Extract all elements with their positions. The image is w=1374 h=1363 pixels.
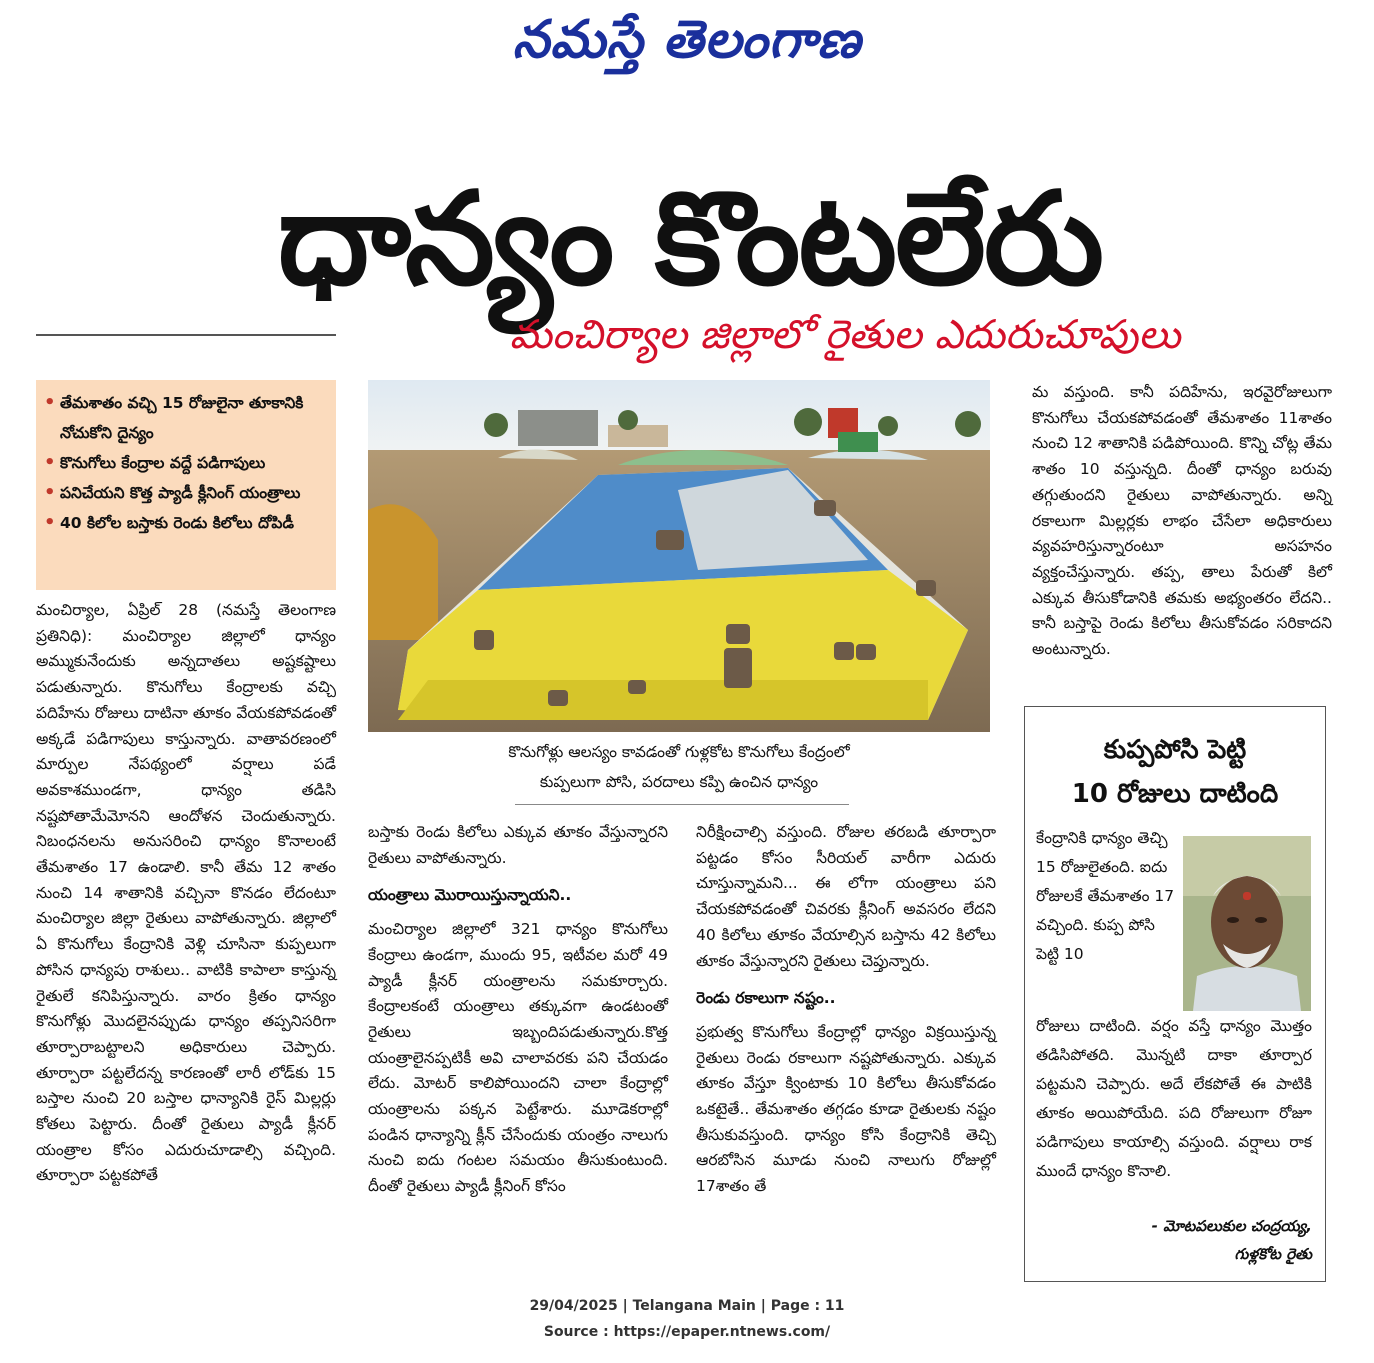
sidebar-signature — [1036, 1212, 1312, 1268]
masthead-logo: నమస్తే తెలంగాణ — [512, 10, 862, 70]
quote-author: - మోటపలుకుల చంద్రయ్య, — [1151, 1217, 1312, 1235]
farmer-portrait — [1183, 836, 1311, 1011]
bullet-icon: • — [44, 392, 56, 413]
highlight-text: కొనుగోలు కేంద్రాల వద్దే పడిగాపులు — [60, 454, 266, 472]
article-column-4 — [1032, 380, 1332, 700]
photo-caption — [368, 737, 990, 801]
article-column-3 — [696, 820, 996, 1260]
farmer-photo — [1183, 836, 1311, 1011]
divider — [515, 804, 849, 805]
highlight-item — [44, 478, 328, 508]
sidebar-title: 10 రోజులు దాటింది — [1071, 779, 1279, 809]
article-column-2 — [368, 820, 668, 1260]
grain-heaps-photo — [368, 380, 990, 732]
article-paragraph: మంచిర్యాల, ఏప్రిల్ 28 (నమస్తే తెలంగాణ ప్రతినిధి): మంచిర్యాల జిల్లాలో ధాన్యం అమ్ముకునేందుకు అన్నదాతలు అష్టకష్టాలు పడుతున్నారు. కొనుగోలు కేంద్రాలకు వచ్చి పదిహేను రోజులు దాటినా తూకం వేయకపోవడంతో అక్కడే పడిగాపులు కాస్తున్నారు. వాతావరణంలో మార్పుల నేపథ్యంలో వర్షాలు పడే అవకాశముండగా, ధాన్యం తడిసి నష్టపోతామేమోనని ఆందోళన చెందుతున్నారు. నిబంధనలను అనుసరించి ధాన్యం కొనాలంటే తేమశాతం 17 ఉండాలి. కానీ తేమ 12 శాతం నుంచి 14 శాతానికి వచ్చినా కొనడం లేదంటూ మంచిర్యాల జిల్లా రైతులు వాపోతున్నారు. జిల్లాలో ఏ కొనుగోలు కేంద్రానికి వెళ్లి చూసినా కుప్పలుగా పోసిన ధాన్యపు రాశులు.. వాటికి కాపాలా కాస్తున్న రైతులే కనిపిస్తున్నారు. వారం క్రితం ధాన్యం కొనుగోళ్లు మొదలైనప్పుడు ధాన్యం తప్పనిసరిగా తూర్పారాబట్టాలని అధికారులు చెప్పారు. తూర్పారా పట్టలేదన్న కారణంతో లారీ లోడ్‌కు 15 బస్తాల నుంచి 20 బస్తాల ధాన్యానికి రైస్ మిల్లర్లు కోతలు పెట్టారు. దీంతో రైతులు ప్యాడీ క్లీనర్ యంత్రాల కోసం ఎదురుచూడాల్సి వచ్చింది. తూర్పారా పట్టకపోతే — [36, 601, 336, 1185]
sidebar-title: కుప్పపోసి పెట్టి — [1103, 735, 1247, 765]
highlight-text: పనిచేయని కొత్త ప్యాడీ క్లీనింగ్ యంత్రాలు — [60, 484, 301, 502]
bullet-icon: • — [44, 452, 56, 473]
caption-line: కుప్పలుగా పోసి, పరదాలు కప్పి ఉంచిన ధాన్యం — [539, 773, 819, 791]
sidebar-quote: కేంద్రానికి ధాన్యం తెచ్చి 15 రోజులైతంది. ఐదు రోజులకే తేమశాతం 17 వచ్చింది. కుప్ప పోసి పెట్టి 10 — [1036, 829, 1175, 963]
article-paragraph: బస్తాకు రెండు కిలోలు ఎక్కువ తూకం వేస్తున్నారని రైతులు వాపోతున్నారు. — [368, 823, 668, 867]
footer-source: Source : https://epaper.ntnews.com/ — [543, 1324, 831, 1340]
highlight-item — [44, 448, 328, 478]
highlight-text: 40 కిలోల బస్తాకు రెండు కిలోలు దోపిడీ — [60, 514, 294, 532]
sidebar-quote: రోజులు దాటింది. వర్షం వస్తే ధాన్యం మొత్తం తడిసిపోతది. మొన్నటి దాకా తూర్పార పట్టమని చెప్పారు. అదే లేకపోతే ఈ పాటికి తూకం అయిపోయేది. పది రోజులుగా రోజూ పడిగాపులు కాయాల్సి వస్తుంది. వర్షాలు రాక ముందే ధాన్యం కొనాలి. — [1036, 1017, 1312, 1180]
section-subheading: యంత్రాలు మొరాయిస్తున్నాయని.. — [368, 886, 572, 905]
highlight-text: తేమశాతం వచ్చి 15 రోజులైనా తూకానికి నోచుకోని దైన్యం — [60, 394, 304, 442]
headline: ధాన్యం కొంటలేరు — [277, 165, 1103, 314]
subheadline: మంచిర్యాల జిల్లాలో రైతుల ఎదురుచూపులు — [509, 312, 1181, 358]
article-paragraph: మంచిర్యాల జిల్లాలో 321 ధాన్యం కొనుగోలు కేంద్రాలు ఉండగా, ముందు 95, ఇటీవల మరో 49 ప్యాడీ క్లీనర్ యంత్రాలను సమకూర్చారు. కేంద్రాలకంటే యంత్రాలు తక్కువగా ఉండటంతో రైతులు ఇబ్బందిపడుతున్నారు.కొత్త యంత్రాలైనప్పటికీ అవి చాలావరకు పని చేయడం లేదు. మోటర్ కాలిపోయిందని చాలా కేంద్రాల్లో యంత్రాలను పక్కన పెట్టేశారు. మూడెకరాల్లో పండిన ధాన్యాన్ని క్లీన్ చేసేందుకు యంత్రం నాలుగు నుంచి ఐదు గంటల సమయం తీసుకుంటుంది. దీంతో రైతులు ప్యాడీ క్లీనింగ్ కోసం — [368, 920, 668, 1196]
article-paragraph: నిరీక్షించాల్సి వస్తుంది. రోజుల తరబడి తూర్పారా పట్టడం కోసం సీరియల్ వారీగా ఎదురు చూస్తున్నామని... ఈ లోగా యంత్రాలు పని చేయకపోవడంతో చివరకు క్లీనింగ్ అవసరం లేదని 40 కిలోలు తూకం వేయాల్సిన బస్తాను 42 కిలోలు తూకం వేస్తున్నారని రైతులు చెప్తున్నారు. — [696, 823, 996, 970]
footer-edition-info: 29/04/2025 | Telangana Main | Page : 11 — [529, 1298, 845, 1314]
section-subheading: రెండు రకాలుగా నష్టం.. — [696, 989, 836, 1008]
bullet-icon: • — [44, 512, 56, 533]
article-column-1 — [36, 598, 336, 1258]
quote-author-role: గుళ్లకోట రైతు — [1234, 1245, 1312, 1263]
article-paragraph: మ వస్తుంది. కానీ పదిహేను, ఇరవైరోజులుగా కొనుగోలు చేయకపోవడంతో తేమశాతం 11శాతం నుంచి 12 శాతానికి పడిపోయింది. కొన్ని చోట్ల తేమ శాతం 10 వస్తున్నది. దీంతో ధాన్యం బరువు తగ్గుతుందని రైతులు వాపోతున్నారు. అన్ని రకాలుగా మిల్లర్లకు లాభం చేసేలా అధికారులు వ్యవహరిస్తున్నారంటూ అసహనం వ్యక్తంచేస్తున్నారు. తప్ప, తాలు పేరుతో కిలో ఎక్కువ తీసుకోడానికి తమకు అభ్యంతరం లేదని.. కానీ బస్తాపై రెండు కిలోలు తీసుకోవడం సరికాదని అంటున్నారు. — [1032, 383, 1332, 659]
highlight-item — [44, 508, 328, 538]
divider — [36, 334, 336, 336]
article-paragraph: ప్రభుత్వ కొనుగోలు కేంద్రాల్లో ధాన్యం విక్రయిస్తున్న రైతులు రెండు రకాలుగా నష్టపోతున్నారు. ఎక్కువ తూకం వేస్తూ క్వింటాకు 10 కిలోలు తీసుకోవడం ఒకటైతే.. తేమశాతం తగ్గడం కూడా రైతులకు నష్టం తీసుకువస్తుంది. ధాన్యం కోసి కేంద్రానికి తెచ్చి ఆరబోసిన మూడు నుంచి నాలుగు రోజుల్లో 17శాతం తే — [696, 1022, 996, 1196]
bullet-icon: • — [44, 482, 56, 503]
caption-line: కొనుగోళ్లు ఆలస్యం కావడంతో గుళ్లకోట కొనుగోలు కేంద్రంలో — [508, 743, 850, 761]
photo-illustration — [368, 380, 990, 732]
highlights-box — [36, 380, 336, 590]
highlight-item — [44, 388, 328, 448]
